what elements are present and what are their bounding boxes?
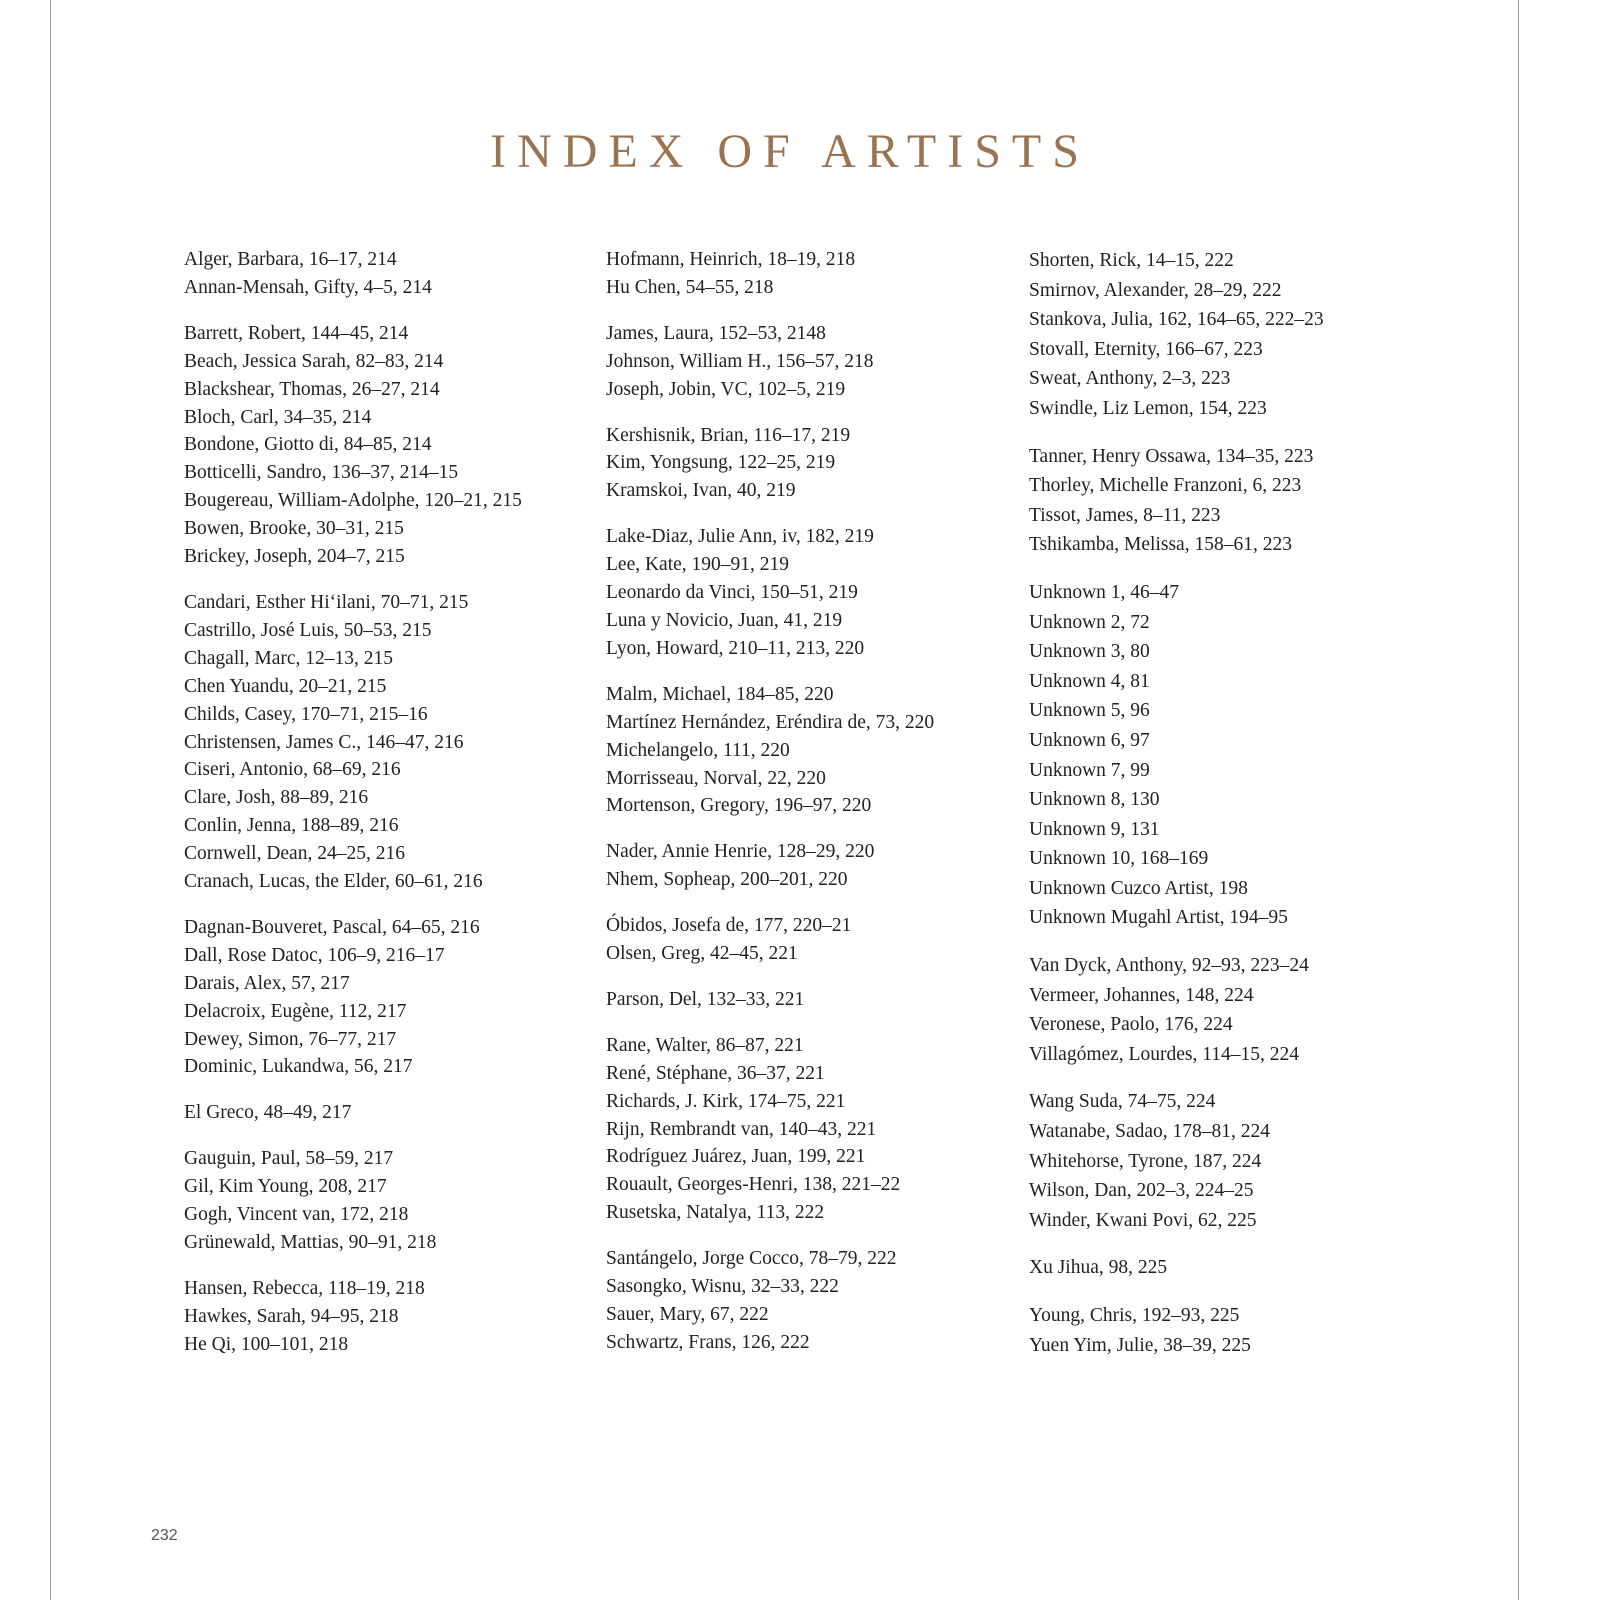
index-entry: Bloch, Carl, 34–35, 214	[184, 406, 372, 428]
index-entry: Unknown 2, 72	[1029, 611, 1150, 633]
index-entry: Bondone, Giotto di, 84–85, 214	[184, 434, 432, 456]
index-entry: Malm, Michael, 184–85, 220	[606, 683, 834, 705]
index-entry: Kramskoi, Ivan, 40, 219	[606, 480, 796, 502]
index-entry: Unknown 4, 81	[1029, 670, 1150, 692]
index-entry: Michelangelo, 111, 220	[606, 739, 790, 761]
index-entry: Childs, Casey, 170–71, 215–16	[184, 703, 428, 725]
letter-group	[184, 914, 594, 1081]
index-entry: Chagall, Marc, 12–13, 215	[184, 647, 394, 669]
index-entry: Nader, Annie Henrie, 128–29, 220	[606, 841, 875, 863]
index-entry: Hansen, Rebecca, 118–19, 218	[184, 1277, 425, 1299]
index-entry: Beach, Jessica Sarah, 82–83, 214	[184, 350, 444, 372]
index-entry: Kershisnik, Brian, 116–17, 219	[606, 424, 851, 446]
index-entry: Barrett, Robert, 144–45, 214	[184, 322, 409, 344]
letter-group	[184, 320, 594, 571]
index-entry: Unknown 7, 99	[1029, 759, 1150, 781]
index-entry: Santángelo, Jorge Cocco, 78–79, 222	[606, 1248, 897, 1270]
index-entry: Cornwell, Dean, 24–25, 216	[184, 843, 405, 865]
index-entry: Smirnov, Alexander, 28–29, 222	[1029, 279, 1282, 301]
index-entry: Sauer, Mary, 67, 222	[606, 1304, 769, 1325]
index-entry: Veronese, Paolo, 176, 224	[1029, 1014, 1233, 1036]
index-entry: Unknown Cuzco Artist, 198	[1029, 877, 1248, 899]
letter-group	[1029, 1087, 1449, 1235]
index-entry: Mortenson, Gregory, 196–97, 220	[606, 795, 872, 817]
letter-group	[606, 912, 1016, 968]
index-entry: Young, Chris, 192–93, 225	[1029, 1305, 1240, 1326]
index-entry: Botticelli, Sandro, 136–37, 214–15	[184, 462, 459, 484]
index-entry: Unknown 6, 97	[1029, 729, 1150, 751]
index-entry: Unknown 9, 131	[1029, 818, 1160, 840]
index-entry: Lyon, Howard, 210–11, 213, 220	[606, 637, 865, 659]
page-title: INDEX OF ARTISTS	[490, 125, 1090, 178]
index-entry: Óbidos, Josefa de, 177, 220–21	[606, 915, 852, 937]
letter-group	[606, 838, 1016, 894]
index-entry: Yuen Yim, Julie, 38–39, 225	[1029, 1334, 1251, 1356]
index-entry: Thorley, Michelle Franzoni, 6, 223	[1029, 475, 1302, 497]
letter-group	[184, 1099, 594, 1127]
index-page	[50, 0, 1519, 1600]
index-entry: Unknown 10, 168–169	[1029, 848, 1209, 870]
letter-group	[606, 1032, 1016, 1227]
index-entry: Martínez Hernández, Eréndira de, 73, 220	[606, 711, 935, 733]
index-entry: Van Dyck, Anthony, 92–93, 223–24	[1029, 955, 1309, 977]
letter-group	[1029, 1253, 1449, 1283]
index-entry: He Qi, 100–101, 218	[184, 1333, 349, 1355]
letter-group	[606, 422, 1016, 506]
index-entry: Bowen, Brooke, 30–31, 215	[184, 518, 404, 540]
index-entry: Ciseri, Antonio, 68–69, 216	[184, 759, 401, 781]
index-entry: Unknown 3, 80	[1029, 641, 1150, 663]
letter-group	[1029, 442, 1449, 560]
index-entry: René, Stéphane, 36–37, 221	[606, 1062, 825, 1084]
index-entry: Gil, Kim Young, 208, 217	[184, 1176, 387, 1198]
index-entry: James, Laura, 152–53, 2148	[606, 322, 826, 344]
letter-group	[606, 246, 1016, 302]
index-entry: Unknown 8, 130	[1029, 789, 1160, 811]
index-entry: Rijn, Rembrandt van, 140–43, 221	[606, 1118, 877, 1140]
index-entry: Unknown 5, 96	[1029, 700, 1150, 722]
index-entry: Tshikamba, Melissa, 158–61, 223	[1029, 534, 1292, 556]
index-entry: Stankova, Julia, 162, 164–65, 222–23	[1029, 309, 1324, 331]
index-entry: Chen Yuandu, 20–21, 215	[184, 675, 387, 697]
index-entry: Unknown 1, 46–47	[1029, 581, 1180, 603]
letter-group	[1029, 951, 1449, 1069]
index-entry: Conlin, Jenna, 188–89, 216	[184, 815, 399, 837]
index-entry: Vermeer, Johannes, 148, 224	[1029, 984, 1254, 1006]
index-entry: Watanabe, Sadao, 178–81, 224	[1029, 1121, 1271, 1143]
index-entry: Johnson, William H., 156–57, 218	[606, 350, 874, 372]
index-entry: Castrillo, José Luis, 50–53, 215	[184, 619, 432, 641]
letter-group	[1029, 1301, 1449, 1360]
letter-group	[606, 681, 1016, 821]
index-entry: Rodríguez Juárez, Juan, 199, 221	[606, 1146, 866, 1168]
letter-group	[184, 246, 594, 302]
index-entry: Dall, Rose Datoc, 106–9, 216–17	[184, 944, 445, 966]
index-entry: Rouault, Georges-Henri, 138, 221–22	[606, 1174, 901, 1196]
index-entry: Stovall, Eternity, 166–67, 223	[1029, 338, 1263, 360]
index-entry: Dagnan-Bouveret, Pascal, 64–65, 216	[184, 916, 480, 938]
index-entry: Dewey, Simon, 76–77, 217	[184, 1028, 397, 1050]
index-entry: Gauguin, Paul, 58–59, 217	[184, 1148, 394, 1170]
index-entry: Hu Chen, 54–55, 218	[606, 276, 774, 298]
index-entry: Whitehorse, Tyrone, 187, 224	[1029, 1150, 1262, 1172]
index-entry: Wang Suda, 74–75, 224	[1029, 1091, 1216, 1113]
index-column-3	[1029, 246, 1449, 1378]
index-entry: Clare, Josh, 88–89, 216	[184, 787, 369, 809]
page-number: 232	[151, 1527, 178, 1544]
index-entry: Wilson, Dan, 202–3, 224–25	[1029, 1180, 1254, 1202]
index-entry: Annan-Mensah, Gifty, 4–5, 214	[184, 276, 432, 298]
index-entry: Bougereau, William-Adolphe, 120–21, 215	[184, 490, 522, 512]
index-entry: Shorten, Rick, 14–15, 222	[1029, 250, 1234, 271]
letter-group	[184, 589, 594, 896]
letter-group	[1029, 578, 1449, 933]
index-entry: Cranach, Lucas, the Elder, 60–61, 216	[184, 871, 483, 893]
letter-group	[606, 1245, 1016, 1357]
index-entry: Kim, Yongsung, 122–25, 219	[606, 452, 836, 474]
index-entry: Tanner, Henry Ossawa, 134–35, 223	[1029, 445, 1314, 467]
index-entry: Rane, Walter, 86–87, 221	[606, 1034, 804, 1056]
index-entry: Nhem, Sopheap, 200–201, 220	[606, 869, 848, 891]
index-entry: Leonardo da Vinci, 150–51, 219	[606, 582, 858, 604]
index-entry: Xu Jihua, 98, 225	[1029, 1257, 1168, 1279]
letter-group	[184, 1275, 594, 1359]
index-entry: Darais, Alex, 57, 217	[184, 972, 350, 994]
index-entry: Christensen, James C., 146–47, 216	[184, 731, 464, 753]
index-entry: Brickey, Joseph, 204–7, 215	[184, 546, 405, 568]
index-entry: Gogh, Vincent van, 172, 218	[184, 1204, 409, 1226]
index-entry: Tissot, James, 8–11, 223	[1029, 504, 1221, 526]
index-entry: Villagómez, Lourdes, 114–15, 224	[1029, 1043, 1299, 1065]
index-entry: Blackshear, Thomas, 26–27, 214	[184, 378, 440, 400]
index-column-2	[606, 246, 1016, 1375]
index-entry: Parson, Del, 132–33, 221	[606, 988, 805, 1010]
index-entry: Lake-Diaz, Julie Ann, iv, 182, 219	[606, 526, 874, 548]
index-entry: Unknown Mugahl Artist, 194–95	[1029, 907, 1288, 929]
index-entry: Richards, J. Kirk, 174–75, 221	[606, 1090, 846, 1112]
letter-group	[606, 986, 1016, 1014]
letter-group	[184, 1145, 594, 1257]
index-entry: Rusetska, Natalya, 113, 222	[606, 1202, 825, 1224]
index-entry: Delacroix, Eugène, 112, 217	[184, 1000, 407, 1022]
index-entry: Swindle, Liz Lemon, 154, 223	[1029, 397, 1267, 419]
index-entry: Sasongko, Wisnu, 32–33, 222	[606, 1276, 839, 1298]
index-column-1	[184, 246, 594, 1377]
index-entry: Joseph, Jobin, VC, 102–5, 219	[606, 378, 846, 400]
index-entry: El Greco, 48–49, 217	[184, 1102, 352, 1124]
letter-group	[606, 320, 1016, 404]
index-entry: Dominic, Lukandwa, 56, 217	[184, 1056, 413, 1078]
index-entry: Candari, Esther Hiʻilani, 70–71, 215	[184, 591, 469, 613]
letter-group	[606, 523, 1016, 663]
letter-group	[1029, 246, 1449, 424]
index-entry: Morrisseau, Norval, 22, 220	[606, 767, 826, 789]
index-entry: Lee, Kate, 190–91, 219	[606, 554, 790, 576]
index-entry: Schwartz, Frans, 126, 222	[606, 1331, 810, 1353]
index-entry: Sweat, Anthony, 2–3, 223	[1029, 368, 1231, 390]
index-entry: Alger, Barbara, 16–17, 214	[184, 249, 397, 270]
index-entry: Winder, Kwani Povi, 62, 225	[1029, 1209, 1257, 1231]
index-entry: Olsen, Greg, 42–45, 221	[606, 943, 798, 965]
index-entry: Luna y Novicio, Juan, 41, 219	[606, 609, 843, 631]
index-entry: Hawkes, Sarah, 94–95, 218	[184, 1305, 399, 1327]
index-entry: Grünewald, Mattias, 90–91, 218	[184, 1232, 437, 1253]
index-entry: Hofmann, Heinrich, 18–19, 218	[606, 249, 856, 270]
